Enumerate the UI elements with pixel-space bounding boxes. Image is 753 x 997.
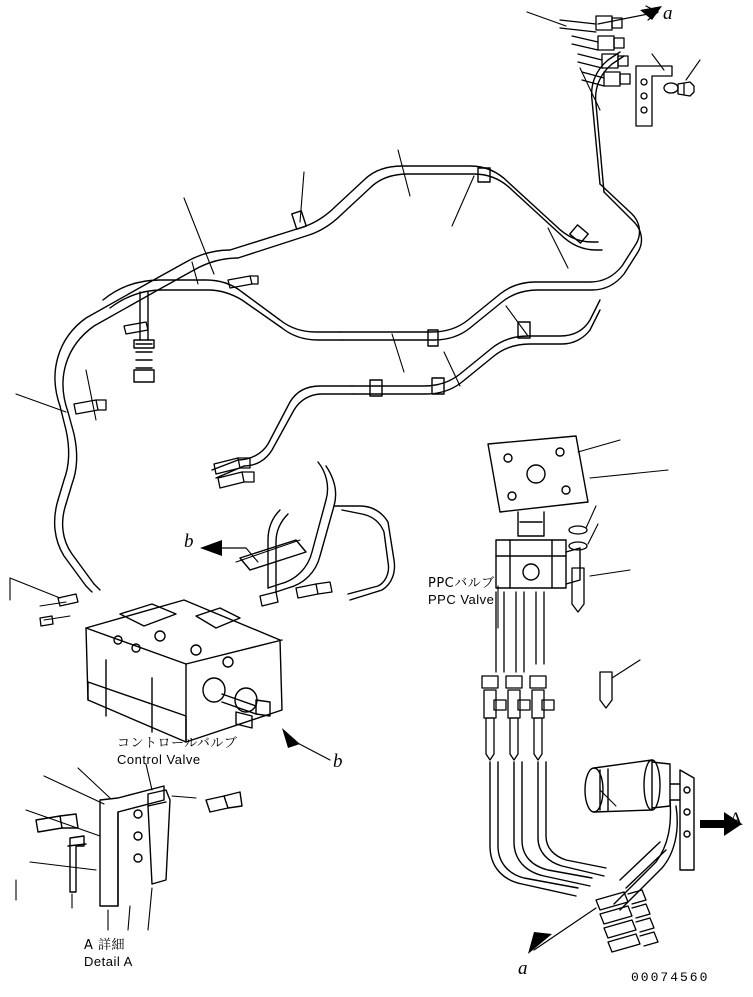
control-valve-label <box>117 736 237 770</box>
ppc-valve-label-jp: PPCバルブ <box>428 576 495 591</box>
callout-a-bottom: a <box>518 958 528 979</box>
detail-a-label-jp: A 詳細 <box>84 938 126 953</box>
detail-a-label-en: Detail A <box>84 954 133 970</box>
control-valve-label-jp: コントロールバルブ <box>117 736 238 751</box>
callout-a-top: a <box>663 3 673 24</box>
ppc-valve-label-en: PPC Valve <box>428 592 495 608</box>
callout-b-left: b <box>184 531 194 552</box>
ppc-valve-label <box>428 576 495 610</box>
detail-a-label <box>84 938 133 972</box>
callout-b-mid: b <box>333 751 343 772</box>
part-number: 00074560 <box>631 970 710 985</box>
control-valve-label-en: Control Valve <box>117 752 201 768</box>
callout-a-section-right: A <box>729 809 743 830</box>
